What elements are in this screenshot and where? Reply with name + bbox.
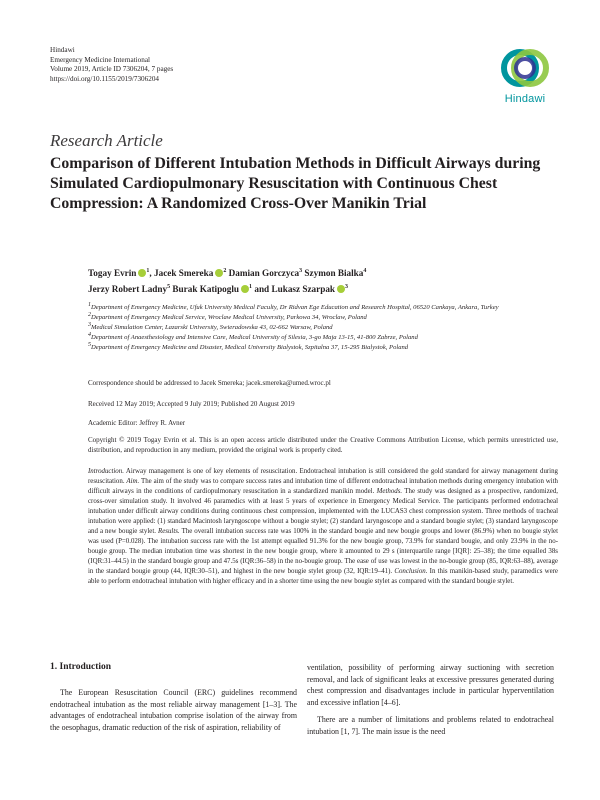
abstract-label-aim: Aim. [126,478,140,485]
article-title: Comparison of Different Intubation Methods in Difficult Airways during Simulated Cardiopulmonary Resuscitation with Continuous Chest Compression: A Randomized Cross-Over Manikin Trial [50,155,541,212]
abstract-label-conclusion: Conclusion. [394,568,428,575]
body-paragraph: The European Resuscitation Council (ERC) guidelines recommend endotracheal intubation as the most reliable airway management [1–3]. The advantages of endotracheal intubation comprise isolation of the airway from the oesophagus, dramatic reduction of the risk of aspiration, reliability of [50,688,297,732]
orcid-icon[interactable] [337,285,345,293]
volume-line: Volume 2019, Article ID 7306204, 7 pages [50,65,174,74]
affiliation-number: 5 [88,341,91,348]
abstract-aim: The aim of the study was to compare success rates and intubation time of different endotracheal intubation methods during emergency intubation with difficult airways in the conditions of cardiopulmonary resuscitation in a standardized manikin model. [88,478,558,495]
hindawi-logo-icon [496,44,554,92]
body-column-left [50,687,297,733]
author-name[interactable]: Burak Katipoglu [172,284,240,294]
body-paragraph: ventilation, possibility of performing airway suctioning with secretion removal, and lack of significant leaks at excessive pressures generated during chest compression and disadvantages include in particular hyperventilation and excessive inflation [4–6]. [307,663,554,707]
author-list [88,265,558,297]
abstract-label-results: Results. [158,528,180,535]
author-line-1: Togay Evrin $^1$, Jacek Smereka $^2$ Damian Gorczyca$^3$ Szymon Bialka$^4$ [88,267,367,278]
author-affiliation-number: 2 [223,267,227,274]
abstract-results: The overall intubation success rate was 100% in the standard bougie and new bougie groups and lower (86.9%) when no bougie stylet was used (P=0.028). The intubation success rate with the 1st attempt equalled 91.3% for the new bougie group, 73.9% for standard bougie, and only 23.9% in the no-bougie group. The median intubation time was shortest in the new bougie group, where it amounted to 29 s (interquartile range [IQR]: 25–38); the time equalled 38s (IQR:31–44.5) in the standard bougie group and 47.5s (IQR:36–58) in the no-bougie group. The ease of use was lowest in the no-bougie group (85, IQR:63–88), average in the standard bougie group (44, IQR:30–51), and highest in the new bougie stylet group (32, IQR:19–41). [88,528,559,575]
author-affiliation-number: 5 [167,283,171,290]
dates-line: Received 12 May 2019; Accepted 9 July 2019; Published 20 August 2019 [88,400,295,408]
affiliation-item [88,303,548,313]
hindawi-logo [496,44,554,110]
author-affiliation-number: 3 [345,283,349,290]
article-type: Research Article [50,131,163,150]
author-affiliation-number: 4 [363,267,367,274]
author-name[interactable]: Damian Gorczyca [228,268,300,278]
abstract [88,467,558,587]
affiliation-number: 2 [88,311,91,318]
author-affiliation-number: 1 [249,283,253,290]
abstract-conclusion: In this manikin-based study, paramedics were able to perform endotracheal intubation with higher efficacy and in a shorter time using the new bougie stylet as compared with the standard bougie stylet. [88,568,558,585]
publisher-name: Hindawi [50,46,75,54]
affiliation-text: Department of Emergency Medicine and Disaster, Medical University Bialystok, Szpitalna 37, 15-295 Bialystok, Poland [91,344,409,351]
affiliation-number: 1 [88,301,91,308]
body-paragraph: There are a number of limitations and problems related to endotracheal intubation [1, 7]. The main issue is the need [307,715,554,736]
body-column-right [307,662,554,737]
affiliation-text: Medical Simulation Center, Lazarski University, Swieradowska 43, 02-662 Warsaw, Poland [91,324,333,331]
affiliation-item [88,343,548,353]
copyright-notice: Copyright © 2019 Togay Evrin et al. This is an open access article distributed under the Creative Commons Attribution License, which permits unrestricted use, distribution, and reproduction in any medium, provided the original work is properly cited. [88,436,558,454]
journal-meta [50,46,310,84]
author-name[interactable]: Jacek Smereka [154,268,214,278]
correspondence-line: Correspondence should be addressed to Jacek Smereka; jacek.smereka@umed.wroc.pl [88,379,331,387]
author-affiliation-number: 1 [146,267,150,274]
abstract-label-introduction: Introduction. [88,468,124,475]
abstract-introduction: Airway management is one of key elements of resuscitation. Endotracheal intubation is still considered the gold standard for airway management during resuscitation. [88,468,558,485]
author-affiliation-number: 3 [299,267,303,274]
abstract-methods: The study was designed as a prospective, randomized, cross-over simulation study. It involved 46 paramedics with at least 5 years of experience in Emergency Medical Service. The participants performed endotracheal intubation under difficult airway conditions during continuous chest compression, implemented with the LUCAS3 chest compression system. Three methods of tracheal intubation were applied: (1) standard Macintosh laryngoscope without a bougie stylet; (2) standard laryngoscope and a standard bougie stylet; (3) standard laryngoscope and a new bougie stylet. [88,488,558,535]
author-name[interactable]: Szymon Bialka [304,268,364,278]
section-heading: 1. Introduction [50,662,112,672]
author-name[interactable]: Jerzy Robert Ladny [88,284,168,294]
author-name[interactable]: Togay Evrin [88,268,137,278]
logo-text: Hindawi [504,93,546,105]
author-line-2: Jerzy Robert Ladny$^5$ Burak Katipoglu $^1$ and Lukasz Szarpak $^3$ [88,283,349,294]
affiliation-text: Department of Emergency Medical Service, Wroclaw Medical University, Parkowa 34, Wroclaw, Poland [91,314,367,321]
affiliation-number: 4 [88,331,91,338]
affiliation-item [88,313,548,323]
doi-link[interactable]: https://doi.org/10.1155/2019/7306204 [50,74,160,83]
affiliation-list [88,303,548,353]
affiliation-text: Department of Emergency Medicine, Ufuk University Medical Faculty, Dr Ridvan Ege Education and Research Hospital, 06520 Cankaya, Ankara, Turkey [91,304,499,311]
author-name[interactable]: Lukasz Szarpak [271,284,336,294]
academic-editor: Academic Editor: Jeffrey R. Avner [88,419,186,427]
affiliation-item [88,333,548,343]
affiliation-text: Department of Anaesthesiology and Intensive Care, Medical University of Silesia, 3-go Maja 13-15, 41-800 Zabrze, Poland [91,334,418,341]
journal-name: Emergency Medicine International [50,55,151,64]
affiliation-number: 3 [88,321,91,328]
abstract-label-methods: Methods. [376,488,403,495]
orcid-icon[interactable] [241,285,249,293]
affiliation-item [88,323,548,333]
